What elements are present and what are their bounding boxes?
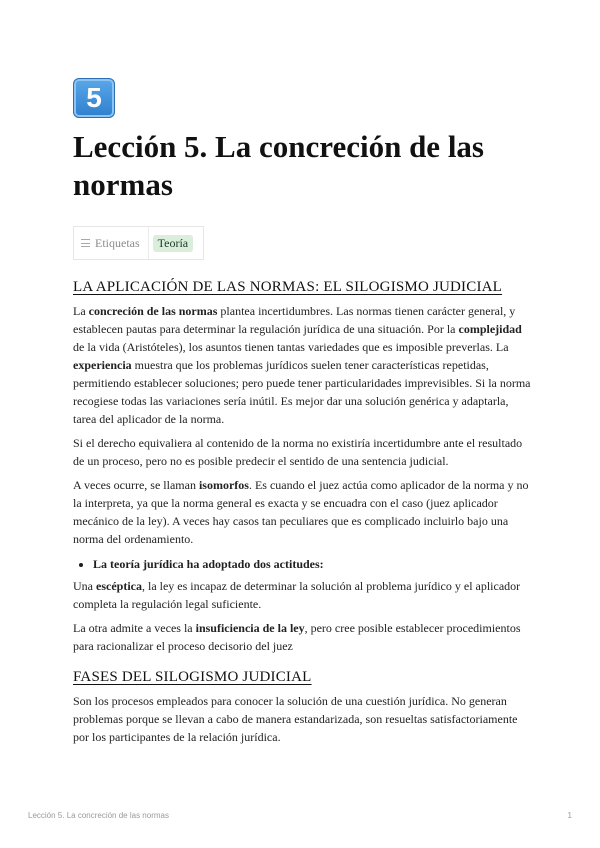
footer-title: Lección 5. La concreción de las normas [28, 811, 169, 820]
tag-badge: Teoría [153, 235, 193, 252]
property-key-label: Etiquetas [95, 235, 140, 250]
property-key [74, 227, 148, 259]
page-title: Lección 5. La concreción de las normas [73, 129, 484, 202]
section-heading: LA APLICACIÓN DE LAS NORMAS: EL SILOGISMO JUDICIAL [73, 279, 503, 295]
paragraph: Una escéptica, la ley es incapaz de determinar la solución al problema jurídico y el aplicador completa la regulación legal suficiente. [73, 579, 521, 611]
paragraph: Son los procesos empleados para conocer la solución de una cuestión jurídica. No generan problemas porque se llevan a cabo de manera estandarizada, son resueltas satisfactoriamente por los participantes de la relación jurídica. [73, 694, 518, 744]
section-heading: FASES DEL SILOGISMO JUDICIAL [73, 669, 312, 685]
property-value [148, 227, 203, 259]
properties-table [73, 226, 204, 260]
page-content [73, 78, 533, 746]
keycap-five-icon: 5 [73, 78, 115, 118]
paragraph: Si el derecho equivaliera al contenido de la norma no existiría incertidumbre ante el resultado de un proceso, pero no es posible predecir el sentido de una sentencia judicial. [73, 436, 523, 468]
section-fases [73, 669, 533, 746]
page-number: 1 [567, 811, 572, 820]
list-icon [81, 239, 90, 247]
list-item: • La teoría jurídica ha adoptado dos actitudes: [93, 555, 533, 573]
page-footer [28, 811, 572, 820]
bullet-list [73, 555, 533, 573]
paragraph: La otra admite a veces la insuficiencia de la ley, pero cree posible establecer procedimientos para racionalizar el proceso decisorio del juez [73, 621, 521, 653]
paragraph: A veces ocurre, se llaman isomorfos. Es cuando el juez actúa como aplicador de la norma y no la interpreta, ya que la norma general es exacta y se encuadra con el caso (juez aplicador mecánico de la ley). A veces hay casos tan peculiares que es complicado incluirlo bajo una norma del ordenamiento. [73, 478, 529, 546]
paragraph: La concreción de las normas plantea incertidumbres. Las normas tienen carácter general, y establecen pautas para determinar la regulación jurídica de una situación. Por la complejidad de la vida (Aristóteles), los asuntos tienen tantas variedades que es imposible preverlas. La experiencia muestra que los problemas jurídicos suelen tener características repetidas, permitiendo establecer soluciones; pero puede tener particularidades imprevisibles. Si la norma recogiese todas las variaciones sería inútil. Es mejor dar una solución genérica y adaptarla, tarea del aplicador de la norma. [73, 304, 531, 426]
section-aplicacion [73, 279, 533, 655]
